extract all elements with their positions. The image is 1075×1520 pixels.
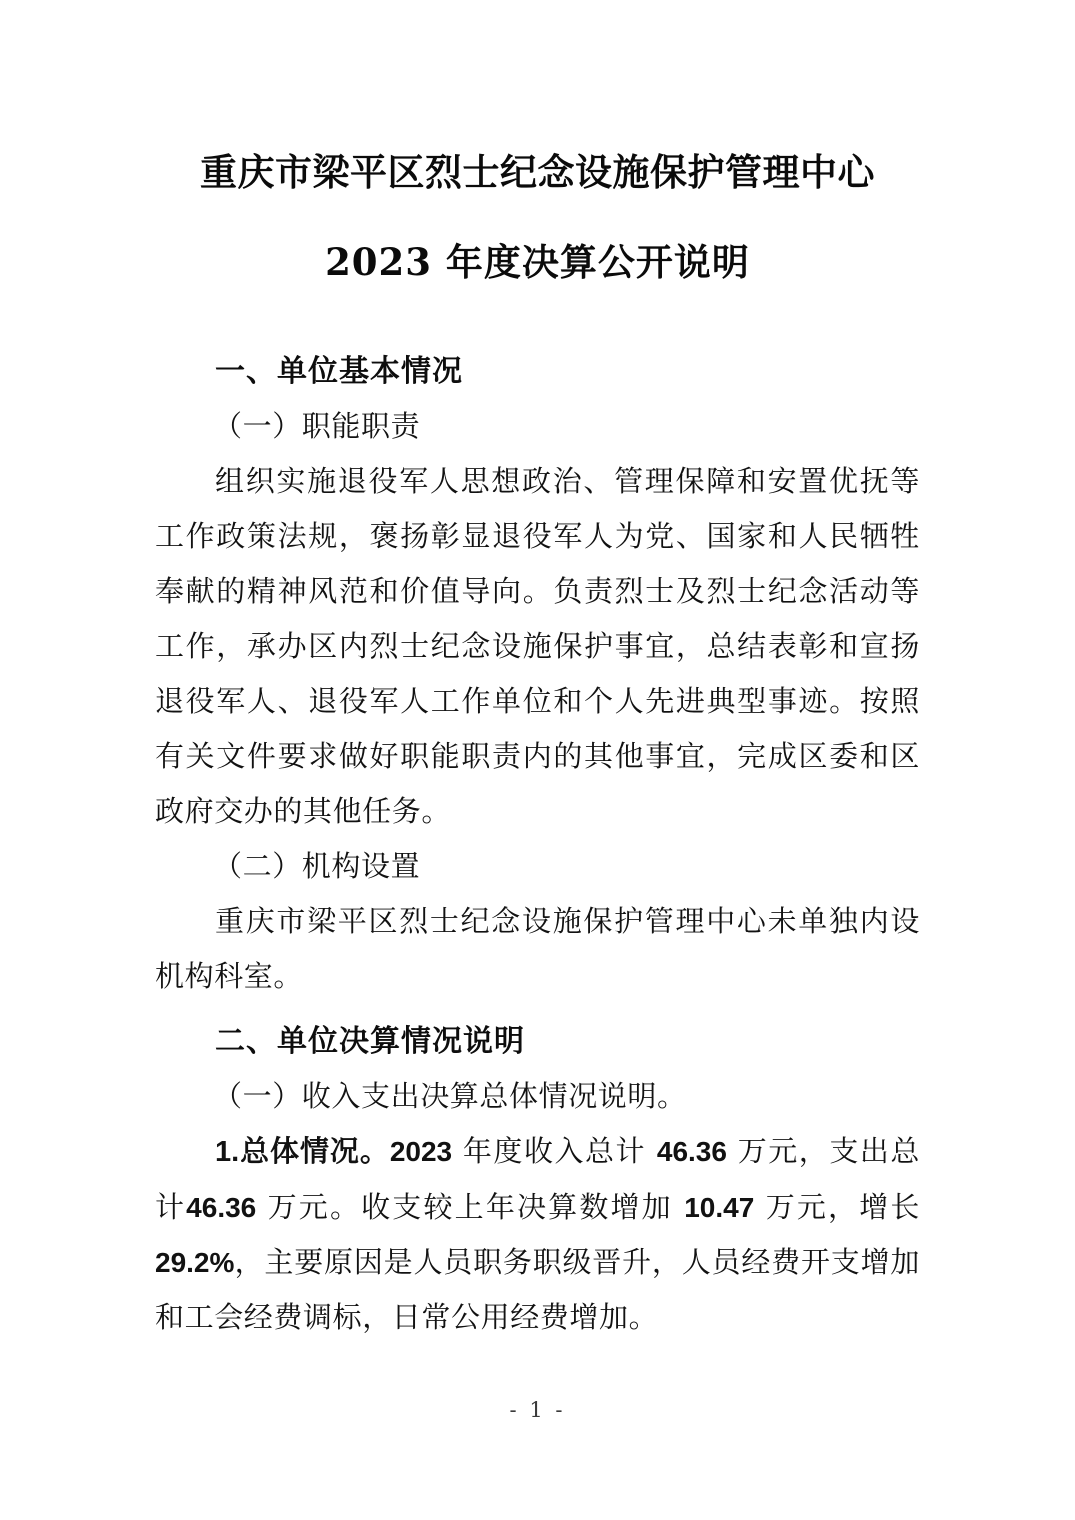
figure-year: 2023 bbox=[389, 1136, 453, 1167]
text-growth-reason: ，主要原因是人员职务职级晋升，人员经费开支增加和工会经费调标，日常公用经费增加。 bbox=[155, 1245, 920, 1334]
subheading-duties: （一）职能职责 bbox=[213, 409, 421, 443]
document-title bbox=[155, 138, 920, 296]
figure-income-total: 46.36 bbox=[656, 1136, 727, 1167]
paragraph-organization-structure-body: 重庆市梁平区烈士纪念设施保护管理中心未单独内设机构科室。 bbox=[155, 904, 920, 993]
subheading-organization-structure: （二）机构设置 bbox=[213, 849, 421, 883]
subheading-income-expense-overview: （一）收入支出决算总体情况说明。 bbox=[213, 1079, 687, 1113]
page-number-footer: - 1 - bbox=[509, 1398, 566, 1422]
section-heading-final-accounts: 二、单位决算情况说明 bbox=[215, 1025, 525, 1058]
page-content bbox=[155, 0, 920, 1345]
text-growth-label: 万元，增长 bbox=[765, 1190, 920, 1224]
title-line-subject: 2023 年度决算公开说明 bbox=[325, 240, 750, 284]
figure-increase-amount: 10.47 bbox=[684, 1192, 755, 1223]
item-label-overall-situation: 1.总体情况。 bbox=[215, 1136, 390, 1168]
section-heading-unit-basic-info: 一、单位基本情况 bbox=[215, 355, 463, 388]
paragraph-overall-situation bbox=[155, 1124, 920, 1345]
figure-expense-total: 46.36 bbox=[186, 1192, 257, 1223]
text-expense-total-label: 万元，支出总计 bbox=[155, 1134, 921, 1224]
paragraph-duties-body: 组织实施退役军人思想政治、管理保障和安置优抚等工作政策法规，褒扬彰显退役军人为党、国家和人民牺牲奉献的精神风范和价值导向。负责烈士及烈士纪念活动等工作，承办区内烈士纪念设施保护事宜，总结表彰和宣扬退役军人、退役军人工作单位和个人先进典型事迹。按照有关文件要求做好职能职责内的其他事宜，完成区委和区政府交办的其他任务。 bbox=[155, 464, 920, 828]
text-increase-label: 万元。收支较上年决算数增加 bbox=[267, 1190, 673, 1224]
figure-growth-rate: 29.2% bbox=[155, 1247, 235, 1278]
text-income-total-label: 年度收入总计 bbox=[462, 1134, 647, 1168]
title-line-organization: 重庆市梁平区烈士纪念设施保护管理中心 bbox=[200, 150, 875, 194]
